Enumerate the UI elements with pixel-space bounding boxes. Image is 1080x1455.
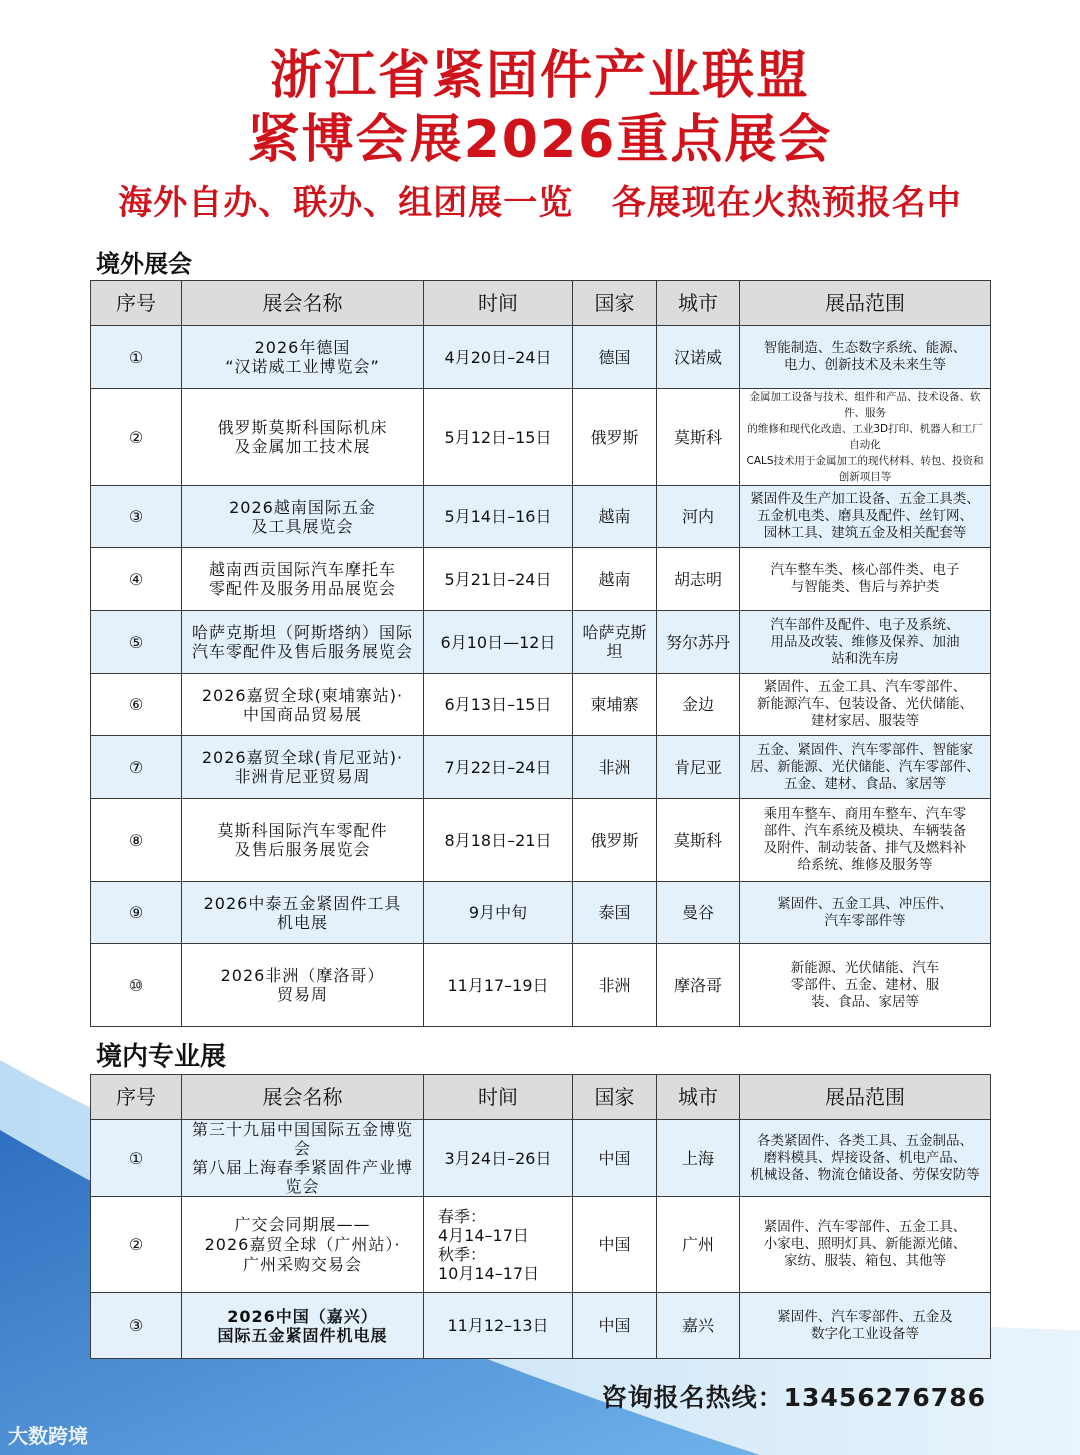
section-title-overseas: 境外展会 — [96, 250, 192, 278]
row-number: ⑥ — [91, 674, 182, 736]
col-header-time: 时间 — [424, 1075, 573, 1120]
exhibition-name: 第三十九届中国国际五金博览会 第八届上海春季紧固件产业博览会 — [182, 1120, 424, 1197]
exhibition-name: 2026越南国际五金 及工具展览会 — [182, 486, 424, 548]
exhibition-city: 曼谷 — [657, 882, 740, 944]
exhibition-city: 努尔苏丹 — [657, 611, 740, 674]
row-number: ④ — [91, 548, 182, 611]
table-row — [91, 1120, 991, 1197]
exhibition-country: 越南 — [573, 548, 657, 611]
hotline: 咨询报名热线：13456276786 — [601, 1383, 986, 1412]
exhibition-country: 中国 — [573, 1293, 657, 1359]
exhibition-city: 莫斯科 — [657, 389, 740, 486]
row-number: ① — [91, 1120, 182, 1197]
exhibition-name: 哈萨克斯坦（阿斯塔纳）国际 汽车零配件及售后服务展览会 — [182, 611, 424, 674]
col-header-city: 城市 — [657, 1075, 740, 1120]
watermark: 大数跨境 — [8, 1424, 88, 1448]
exhibition-name: 莫斯科国际汽车零配件 及售后服务展览会 — [182, 799, 424, 882]
col-header-name: 展会名称 — [182, 1075, 424, 1120]
table-row — [91, 1197, 991, 1293]
exhibition-time: 5月12日–15日 — [424, 389, 573, 486]
col-header-no: 序号 — [91, 281, 182, 326]
exhibit-scope: 紧固件、五金工具、汽车零部件、 新能源汽车、包装设备、光伏储能、 建材家居、服装等 — [740, 674, 991, 736]
domestic-exhibitions-table — [90, 1074, 991, 1359]
exhibition-time: 3月24日–26日 — [424, 1120, 573, 1197]
exhibition-time: 5月21日–24日 — [424, 548, 573, 611]
exhibition-city: 汉诺威 — [657, 326, 740, 389]
exhibition-country: 德国 — [573, 326, 657, 389]
table-header-row — [91, 281, 991, 326]
exhibition-country: 俄罗斯 — [573, 389, 657, 486]
exhibit-scope: 乘用车整车、商用车整车、汽车零 部件、汽车系统及模块、车辆装备 及附件、制动装备、排气及燃料补 给系统、维修及服务等 — [740, 799, 991, 882]
table-row — [91, 674, 991, 736]
exhibit-scope: 紧固件、五金工具、冲压件、 汽车零部件等 — [740, 882, 991, 944]
exhibition-name: 2026嘉贸全球(肯尼亚站)· 非洲肯尼亚贸易周 — [182, 736, 424, 799]
exhibition-name: 2026嘉贸全球(柬埔寨站)· 中国商品贸易展 — [182, 674, 424, 736]
col-header-time: 时间 — [424, 281, 573, 326]
table-row — [91, 389, 991, 486]
exhibition-time: 6月10日—12日 — [424, 611, 573, 674]
exhibition-city: 莫斯科 — [657, 799, 740, 882]
exhibition-name: 俄罗斯莫斯科国际机床 及金属加工技术展 — [182, 389, 424, 486]
table-header-row — [91, 1075, 991, 1120]
exhibition-time: 5月14日–16日 — [424, 486, 573, 548]
table-row — [91, 486, 991, 548]
exhibition-country: 非洲 — [573, 736, 657, 799]
exhibition-country: 越南 — [573, 486, 657, 548]
table-row — [91, 799, 991, 882]
exhibit-scope: 紧固件、汽车零部件、五金及 数字化工业设备等 — [740, 1293, 991, 1359]
col-header-name: 展会名称 — [182, 281, 424, 326]
exhibition-name: 越南西贡国际汽车摩托车 零配件及服务用品展览会 — [182, 548, 424, 611]
exhibit-scope: 智能制造、生态数字系统、能源、 电力、创新技术及未来生等 — [740, 326, 991, 389]
table-row — [91, 548, 991, 611]
exhibition-country: 泰国 — [573, 882, 657, 944]
exhibit-scope: 金属加工设备与技术、组件和产品、技术设备、软件、服务 的维修和现代化改造、工业3D打印、机器人和工厂自动化 CALS技术用于金属加工的现代材料、转包、投资和创新项目等 — [740, 389, 991, 486]
exhibition-name: 2026非洲（摩洛哥） 贸易周 — [182, 944, 424, 1027]
table-row — [91, 611, 991, 674]
exhibition-country: 俄罗斯 — [573, 799, 657, 882]
exhibition-name: 2026中国（嘉兴） 国际五金紧固件机电展 — [182, 1293, 424, 1359]
exhibition-time: 9月中旬 — [424, 882, 573, 944]
exhibition-country: 中国 — [573, 1120, 657, 1197]
section-title-domestic: 境内专业展 — [96, 1042, 227, 1072]
row-number: ③ — [91, 486, 182, 548]
exhibit-scope: 汽车整车类、核心部件类、电子 与智能类、售后与养护类 — [740, 548, 991, 611]
exhibition-time: 11月12–13日 — [424, 1293, 573, 1359]
exhibit-scope: 紧固件及生产加工设备、五金工具类、 五金机电类、磨具及配件、丝钉网、 园林工具、建筑五金及相关配套等 — [740, 486, 991, 548]
exhibition-time: 8月18日–21日 — [424, 799, 573, 882]
exhibit-scope: 五金、紧固件、汽车零部件、智能家 居、新能源、光伏储能、汽车零部件、 五金、建材、食品、家居等 — [740, 736, 991, 799]
col-header-country: 国家 — [573, 281, 657, 326]
col-header-city: 城市 — [657, 281, 740, 326]
exhibition-country: 中国 — [573, 1197, 657, 1293]
exhibition-country: 非洲 — [573, 944, 657, 1027]
exhibition-city: 河内 — [657, 486, 740, 548]
exhibit-scope: 紧固件、汽车零部件、五金工具、 小家电、照明灯具、新能源光储、 家纺、服装、箱包、其他等 — [740, 1197, 991, 1293]
row-number: ② — [91, 1197, 182, 1293]
exhibition-country: 哈萨克斯坦 — [573, 611, 657, 674]
exhibit-scope: 汽车部件及配件、电子及系统、 用品及改装、维修及保养、加油 站和洗车房 — [740, 611, 991, 674]
exhibition-name: 广交会同期展—— 2026嘉贸全球（广州站）· 广州采购交易会 — [182, 1197, 424, 1293]
col-header-country: 国家 — [573, 1075, 657, 1120]
exhibition-city: 上海 — [657, 1120, 740, 1197]
table-row — [91, 736, 991, 799]
exhibition-city: 摩洛哥 — [657, 944, 740, 1027]
exhibition-name: 2026年德国 “汉诺威工业博览会” — [182, 326, 424, 389]
table-row — [91, 1293, 991, 1359]
main-title-line1: 浙江省紧固件产业联盟 — [269, 46, 810, 106]
main-title-line2: 紧博会展2026重点展会 — [247, 110, 833, 170]
exhibition-name: 2026中泰五金紧固件工具 机电展 — [182, 882, 424, 944]
exhibit-scope: 新能源、光伏储能、汽车 零部件、五金、建材、服 装、食品、家居等 — [740, 944, 991, 1027]
row-number: ⑩ — [91, 944, 182, 1027]
exhibition-time: 11月17–19日 — [424, 944, 573, 1027]
row-number: ⑦ — [91, 736, 182, 799]
row-number: ③ — [91, 1293, 182, 1359]
exhibition-city: 胡志明 — [657, 548, 740, 611]
table-row — [91, 326, 991, 389]
exhibition-time: 春季： 4月14–17日 秋季： 10月14–17日 — [424, 1197, 573, 1293]
exhibition-country: 柬埔寨 — [573, 674, 657, 736]
col-header-no: 序号 — [91, 1075, 182, 1120]
exhibition-time: 7月22日–24日 — [424, 736, 573, 799]
row-number: ⑨ — [91, 882, 182, 944]
subtitle: 海外自办、联办、组团展一览 各展现在火热预报名中 — [118, 183, 962, 223]
table-row — [91, 882, 991, 944]
row-number: ② — [91, 389, 182, 486]
exhibition-city: 肯尼亚 — [657, 736, 740, 799]
exhibition-time: 4月20日–24日 — [424, 326, 573, 389]
row-number: ① — [91, 326, 182, 389]
col-header-scope: 展品范围 — [740, 1075, 991, 1120]
exhibition-time: 6月13日–15日 — [424, 674, 573, 736]
col-header-scope: 展品范围 — [740, 281, 991, 326]
row-number: ⑧ — [91, 799, 182, 882]
exhibition-city: 广州 — [657, 1197, 740, 1293]
table-row — [91, 944, 991, 1027]
exhibit-scope: 各类紧固件、各类工具、五金制品、 磨料模具、焊接设备、机电产品、 机械设备、物流仓储设备、劳保安防等 — [740, 1120, 991, 1197]
row-number: ⑤ — [91, 611, 182, 674]
exhibition-city: 嘉兴 — [657, 1293, 740, 1359]
exhibition-city: 金边 — [657, 674, 740, 736]
overseas-exhibitions-table — [90, 280, 991, 1027]
